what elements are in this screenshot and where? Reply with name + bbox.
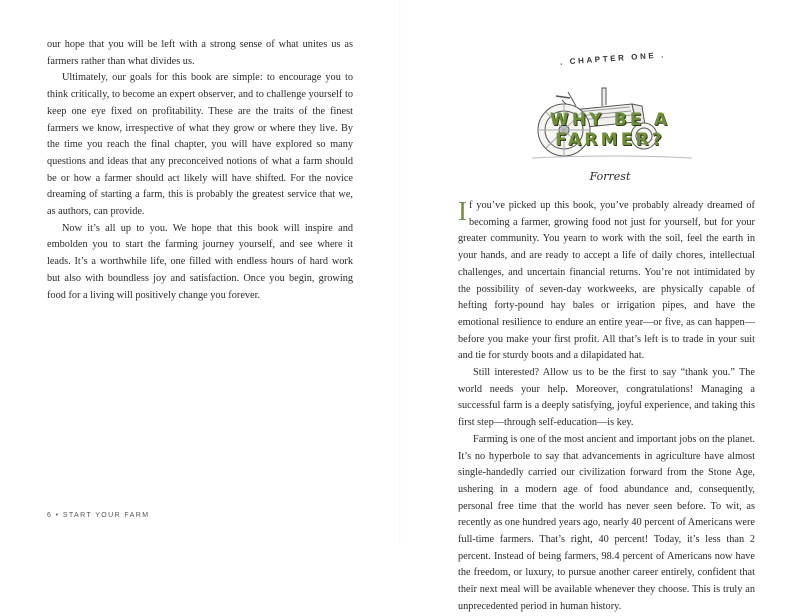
opening-paragraph [458, 198, 755, 365]
paragraph: Farming is one of the most ancient and important jobs on the planet. It’s no hyperbole to say that advancements in agriculture have almost single-handedly carried our civilization forward from the Stone Age, ushering in a modern age of food abundance and, consequently, personal free time that the world has never seen before. To wit, as recently as one hundred years ago, nearly 40 percent of Americans were full-time farmers. That’s right, 40 percent! Today, it’s less than 2 percent. Instead of being farmers, 98.4 percent of Americans now have the freedom, or luxury, to pursue another career entirely, confident that their next meal will be available whenever they choose. This is truly an unprecedented period in human history. [458, 433, 755, 612]
drop-cap: I [458, 196, 467, 226]
chapter-title: WHY BE A FARMER? [549, 110, 671, 150]
chapter-author: Forrest [589, 170, 631, 183]
left-page [0, 0, 400, 544]
paragraph: our hope that you will be left with a strong sense of what unites us as farmers rather than what divides us. [47, 39, 353, 67]
right-page-body [458, 198, 755, 616]
left-page-body [47, 37, 353, 304]
chapter-label: . CHAPTER ONE . [559, 50, 667, 67]
paragraph: Still interested? Allow us to be the first to say “thank you.” The world needs your help. Moreover, congratulations! Managing a successful farm is a deeply satisfying, joyful experience, and taking this first step—through self-education—is key. [458, 367, 755, 429]
paragraph: Ultimately, our goals for this book are simple: to encourage you to think critically, to become an expert observer, and to challenge yourself to keep one eye fixed on profitability. These are the traits of the finest farmers we know, irrespective of what they grow or where they live. By the time you reach the final chapter, you will have explored so many questions and ideas that any preconceived notions of what a farm should be or how a farmer should act likely will have shifted. For the novice dreaming of starting a farm, this is probably the greatest service that we, as authors, can provide. [47, 72, 353, 218]
paragraph: Now it’s all up to you. We hope that this book will inspire and embolden you to start the farming journey yourself, and see where it leads. It’s a worthwhile life, one filled with endless hours of hard work but also with boundless joy and satisfaction. Once you begin, growing food for a living will positively change you forever. [47, 222, 353, 301]
page-folio: 6 • START YOUR FARM [47, 512, 150, 519]
opening-paragraph-text: f you’ve picked up this book, you’ve probably already dreamed of becoming a farmer, growing food not just for yourself, but for your greater community. You yearn to work with the soil, feel the earth in your hands, and are ready to accept a life of daily chores, intellectual challenges, and uncertain financial returns. You’re not intimidated by the possibility of seven-day workweeks, are physically capable of hefting forty-pound hay bales or irrigation pipes, and have the emotional resilience to endure an entire year—or five, as can happen—before you make your first profit. All that’s left is to trade in your suit and tie for sturdy boots and a dilapidated hat. [458, 200, 755, 362]
